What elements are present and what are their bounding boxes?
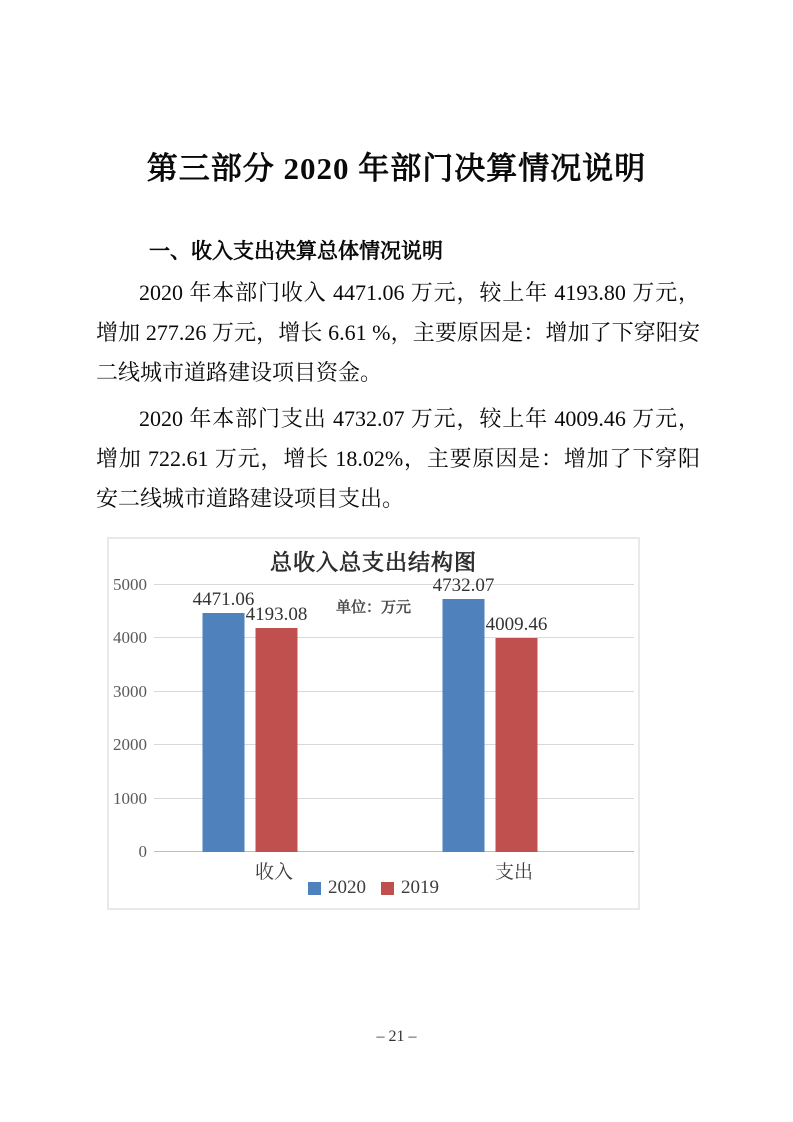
plot-area (154, 575, 634, 852)
legend-label: 2020 (328, 877, 366, 898)
y-tick-label: 3000 (113, 681, 147, 701)
paragraph-income: 2020 年本部门收入 4471.06 万元，较上年 4193.80 万元，增加 277.26 万元，增长 6.61 %，主要原因是：增加了下穿阳安二线城市道路建设项目资金。 (96, 280, 700, 385)
y-tick-label: 2000 (113, 735, 147, 755)
y-tick-label: 0 (138, 842, 147, 861)
bar-group-支出 (432, 575, 548, 852)
legend-item-2020 (308, 877, 366, 899)
y-tick-label: 1000 (113, 788, 147, 808)
gridline (154, 584, 634, 585)
bar-2020-支出 (432, 575, 495, 852)
bar-group-收入 (192, 589, 308, 852)
y-tick-label: 4000 (113, 628, 147, 648)
bar-chart (107, 537, 640, 910)
chart-legend (109, 877, 638, 899)
category-label-支出: 支出 (494, 862, 534, 883)
bar-value-label: 4193.08 (245, 604, 308, 626)
category-label-收入: 收入 (254, 862, 294, 883)
chart-unit-label: 单位：万元 (335, 600, 411, 616)
bar-2019-收入 (245, 604, 308, 852)
bar-2019-支出 (485, 613, 548, 852)
text-column (96, 237, 700, 519)
legend-swatch-icon (381, 882, 394, 895)
chart-title: 总收入总支出结构图 (269, 550, 477, 575)
legend-swatch-icon (308, 882, 321, 895)
bar-2020-收入 (192, 589, 255, 852)
document-title: 第三部分 2020 年部门决算情况说明 (146, 151, 647, 186)
paragraph-expenditure: 2020 年本部门支出 4732.07 万元，较上年 4009.46 万元，增加 722.61 万元，增长 18.02%，主要原因是：增加了下穿阳安二线城市道路建设项目支出。 (96, 406, 700, 511)
y-axis (109, 575, 149, 861)
legend-item-2019 (381, 877, 439, 899)
bar-value-label: 4732.07 (432, 575, 495, 597)
section-heading: 一、收入支出决算总体情况说明 (149, 240, 443, 263)
page-number: – 21 – (376, 1028, 417, 1045)
y-tick-label: 5000 (113, 575, 147, 594)
legend-label: 2019 (401, 877, 439, 898)
bar-value-label: 4471.06 (192, 589, 255, 611)
bar-value-label: 4009.46 (485, 613, 548, 635)
